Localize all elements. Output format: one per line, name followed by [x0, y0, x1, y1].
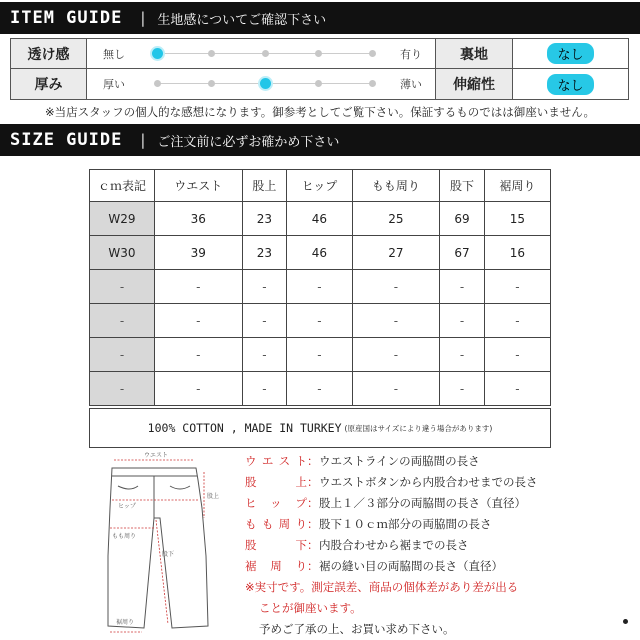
definition-desc: 股上１／３部分の両脇間の長さ（直径）: [319, 495, 526, 510]
figure-label-inseam: 股下: [162, 551, 175, 558]
figure-label-rise: 股上: [207, 493, 220, 500]
table-cell: -: [155, 304, 243, 338]
definition-desc: 股下１０ｃｍ部分の両脇間の長さ: [319, 516, 492, 531]
table-cell: 46: [287, 202, 352, 236]
stretch-badge: なし: [547, 74, 593, 95]
scale-dot-selected: [152, 48, 163, 59]
table-row: [90, 304, 551, 338]
table-cell: -: [352, 338, 440, 372]
table-cell: 46: [287, 236, 352, 270]
table-cell: -: [242, 372, 287, 406]
definition-term: ウエスト: [245, 453, 307, 468]
table-cell: -: [352, 304, 440, 338]
size-label: -: [90, 270, 155, 304]
table-cell: -: [155, 338, 243, 372]
figure-label-hem: 裾周り: [116, 619, 135, 626]
table-cell: -: [287, 270, 352, 304]
size-guide-separator: |: [140, 131, 146, 149]
figure-label-waist: ウエスト: [144, 452, 169, 459]
thickness-scale: [157, 83, 372, 84]
scale-dot: [208, 50, 215, 57]
table-cell: 25: [352, 202, 440, 236]
table-cell: -: [155, 270, 243, 304]
definition-item: [245, 492, 635, 513]
figure-label-thigh: もも周り: [112, 533, 137, 540]
table-cell: -: [242, 338, 287, 372]
scale-dot: [262, 50, 269, 57]
sheerness-max-label: 有り: [400, 47, 422, 61]
definition-item: [245, 471, 635, 492]
guide-disclaimer-note: ※当店スタッフの個人的な感想になります。御参考としてご覧下さい。保証するものではは御座いません。: [45, 105, 595, 119]
definition-term: 股下: [245, 537, 307, 552]
item-guide-subtitle: 生地感についてご確認下さい: [157, 12, 327, 28]
table-cell: 36: [155, 202, 243, 236]
fabric-guide-table: [10, 38, 629, 100]
table-cell: -: [287, 304, 352, 338]
table-cell: -: [287, 338, 352, 372]
header-cell: 股下: [440, 170, 485, 202]
table-cell: 27: [352, 236, 440, 270]
table-cell: 23: [242, 202, 287, 236]
definition-item: [245, 450, 635, 471]
scale-dot: [315, 80, 322, 87]
table-row: [90, 236, 551, 270]
definition-item: [245, 555, 635, 576]
item-guide-separator: |: [140, 9, 146, 27]
definition-term: 股上: [245, 474, 307, 489]
definition-desc: ウエストボタンから内股合わせまでの長さ: [319, 474, 538, 489]
definition-colon: ：: [307, 474, 319, 489]
header-cell: もも周り: [352, 170, 440, 202]
sheerness-label: 透け感: [11, 39, 87, 68]
definition-colon: ：: [307, 558, 319, 573]
table-cell: 67: [440, 236, 485, 270]
definition-desc: ウエストラインの両脇間の長さ: [319, 453, 480, 468]
material-info: [89, 408, 551, 448]
sheerness-row: [11, 39, 628, 69]
item-guide-banner: [0, 2, 640, 34]
size-table-header: [90, 170, 551, 202]
thickness-label: 厚み: [11, 69, 87, 99]
measurement-disclaimer-line2: ことが御座います。: [259, 600, 362, 615]
table-cell: -: [484, 372, 550, 406]
definition-colon: ：: [307, 453, 319, 468]
table-cell: -: [484, 338, 550, 372]
table-row: [90, 338, 551, 372]
measurement-disclaimer-line1: ※実寸です。測定誤差、商品の個体差があり差が出る: [245, 579, 519, 594]
figure-label-hip: ヒップ: [118, 503, 136, 510]
table-cell: -: [484, 270, 550, 304]
table-cell: 69: [440, 202, 485, 236]
definition-colon: ：: [307, 537, 319, 552]
item-guide-title: ITEM GUIDE: [10, 8, 123, 28]
scale-dot: [208, 80, 215, 87]
thickness-max-label: 薄い: [400, 78, 422, 91]
table-row: [90, 202, 551, 236]
measurement-disclaimer-line3: 予めご了承の上、お買い求め下さい。: [259, 621, 455, 636]
definition-item: [245, 534, 635, 555]
table-cell: 39: [155, 236, 243, 270]
definition-term: もも周り: [245, 516, 307, 531]
header-cell: 裾周り: [484, 170, 550, 202]
stretch-label: 伸縮性: [435, 69, 513, 99]
definition-desc: 内股合わせから裾までの長さ: [319, 537, 469, 552]
table-row: [90, 372, 551, 406]
measurement-definitions: [245, 450, 635, 639]
size-guide-subtitle: ご注文前に必ずお確かめ下さい: [157, 134, 340, 150]
definition-colon: ：: [307, 495, 319, 510]
definition-item: [245, 513, 635, 534]
stretch-value: [513, 69, 628, 99]
table-cell: -: [287, 372, 352, 406]
corner-dot-icon: [623, 619, 628, 624]
table-cell: -: [352, 372, 440, 406]
definition-term: ヒップ: [245, 495, 307, 510]
size-label: W30: [90, 236, 155, 270]
header-cell: 股上: [242, 170, 287, 202]
lining-label: 裏地: [435, 39, 513, 68]
size-label: W29: [90, 202, 155, 236]
table-cell: 15: [484, 202, 550, 236]
header-cell: ヒップ: [287, 170, 352, 202]
scale-dot-selected: [260, 78, 271, 89]
definition-desc: 裾の縫い目の両脇間の長さ（直径）: [319, 558, 503, 573]
material-text: 100% COTTON , MADE IN TURKEY: [147, 421, 342, 435]
table-cell: 16: [484, 236, 550, 270]
scale-dot: [315, 50, 322, 57]
header-cell: ｃｍ表記: [90, 170, 155, 202]
header-cell: ウエスト: [155, 170, 243, 202]
size-guide-banner: [0, 124, 640, 156]
table-cell: -: [440, 304, 485, 338]
scale-dot: [369, 50, 376, 57]
size-guide-title: SIZE GUIDE: [10, 130, 123, 150]
size-table: [89, 169, 551, 406]
definition-colon: ：: [307, 516, 319, 531]
scale-dot: [154, 80, 161, 87]
size-label: -: [90, 338, 155, 372]
table-row: [90, 270, 551, 304]
pants-diagram-icon: [90, 446, 230, 636]
thickness-min-label: 厚い: [103, 78, 125, 91]
table-cell: -: [440, 338, 485, 372]
table-cell: -: [155, 372, 243, 406]
size-label: -: [90, 372, 155, 406]
sheerness-scale: [157, 53, 372, 54]
table-cell: -: [484, 304, 550, 338]
pants-measurement-figure: [90, 446, 230, 636]
thickness-row: [11, 69, 628, 99]
definition-term: 裾周り: [245, 558, 307, 573]
material-origin-note: (原産国はサイズにより違う場合があります): [344, 423, 493, 433]
table-cell: -: [242, 270, 287, 304]
lining-badge: なし: [547, 43, 593, 64]
size-label: -: [90, 304, 155, 338]
table-cell: -: [242, 304, 287, 338]
lining-value: [513, 39, 628, 68]
table-cell: -: [352, 270, 440, 304]
table-cell: -: [440, 270, 485, 304]
table-cell: 23: [242, 236, 287, 270]
table-cell: -: [440, 372, 485, 406]
scale-dot: [369, 80, 376, 87]
sheerness-min-label: 無し: [103, 47, 125, 61]
